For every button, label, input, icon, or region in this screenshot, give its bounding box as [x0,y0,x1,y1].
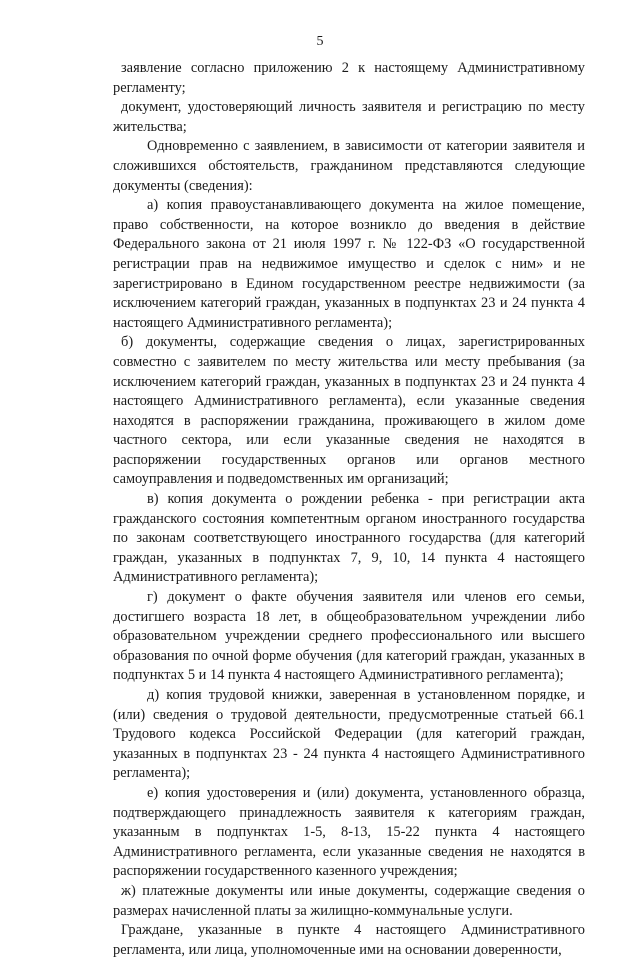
paragraph-item-v: в) копия документа о рождении ребенка - при регистрации акта гражданского состояния компетентным органом иностранного государства по законам соответствующего иностранного государства (для категорий граждан, указанных в подпунктах 7, 9, 10, 14 пункта 4 настоящего Административного регламента); [113,491,585,586]
paragraph-identity-document: документ, удостоверяющий личность заявителя и регистрацию по месту жительства; [113,99,585,135]
document-body [113,59,585,960]
paragraph-citizens: Граждане, указанные в пункте 4 настоящего Административного регламента, или лица, уполномоченные ими на основании доверенности, [113,922,585,958]
paragraph-item-b: б) документы, содержащие сведения о лицах, зарегистрированных совместно с заявителем по месту жительства или месту пребывания (за исключением категорий граждан, указанных в подпунктах 23 и 24 пункта 4 настоящего Административного регламента), если указанные сведения находятся в распоряжении гражданина, проживающего в жилом доме частного сектора, или если указанные сведения не находятся в распоряжении государственных органов или органов местного самоуправления и подведомственных им организаций; [113,334,585,488]
paragraph-item-a: а) копия правоустанавливающего документа на жилое помещение, право собственности, на которое возникло до введения в действие Федерального закона от 21 июля 1997 г. № 122-ФЗ «О государственной регистрации прав на недвижимое имущество и сделок с ним» и не зарегистрировано в Едином государственном реестре недвижимости (за исключением категорий граждан, указанных в подпунктах 23 и 24 пункта 4 настоящего Административного регламента); [113,197,585,331]
paragraph-item-d: д) копия трудовой книжки, заверенная в установленном порядке, и (или) сведения о трудовой деятельности, предусмотренные статьей 66.1 Трудового кодекса Российской Федерации (для категорий граждан, указанных в подпунктах 23 - 24 пункта 4 настоящего Административного регламента); [113,687,585,782]
paragraph-item-g: г) документ о факте обучения заявителя или членов его семьи, достигшего возраста 18 лет, в общеобразовательном учреждении либо образовательном учреждении среднего профессионального или высшего образования по очной форме обучения (для категорий граждан, указанных в подпунктах 5 и 14 пункта 4 настоящего Административного регламента); [113,589,585,684]
paragraph-item-e: е) копия удостоверения и (или) документа, установленного образца, подтверждающего принадлежность заявителя к категориям граждан, указанным в подпунктах 1-5, 8-13, 15-22 пункта 4 настоящего Административного регламента, если указанные сведения не находятся в распоряжении государственного казенного учреждения; [113,784,585,880]
page-number: 5 [316,34,324,49]
paragraph-application: заявление согласно приложению 2 к настоящему Административному регламенту; [113,60,585,96]
paragraph-additional-documents-intro: Одновременно с заявлением, в зависимости от категории заявителя и сложившихся обстоятельств, гражданином представляются следующие документы (сведения): [113,138,585,194]
paragraph-item-zh: ж) платежные документы или иные документы, содержащие сведения о размерах начисленной платы за жилищно-коммунальные услуги. [113,882,585,919]
